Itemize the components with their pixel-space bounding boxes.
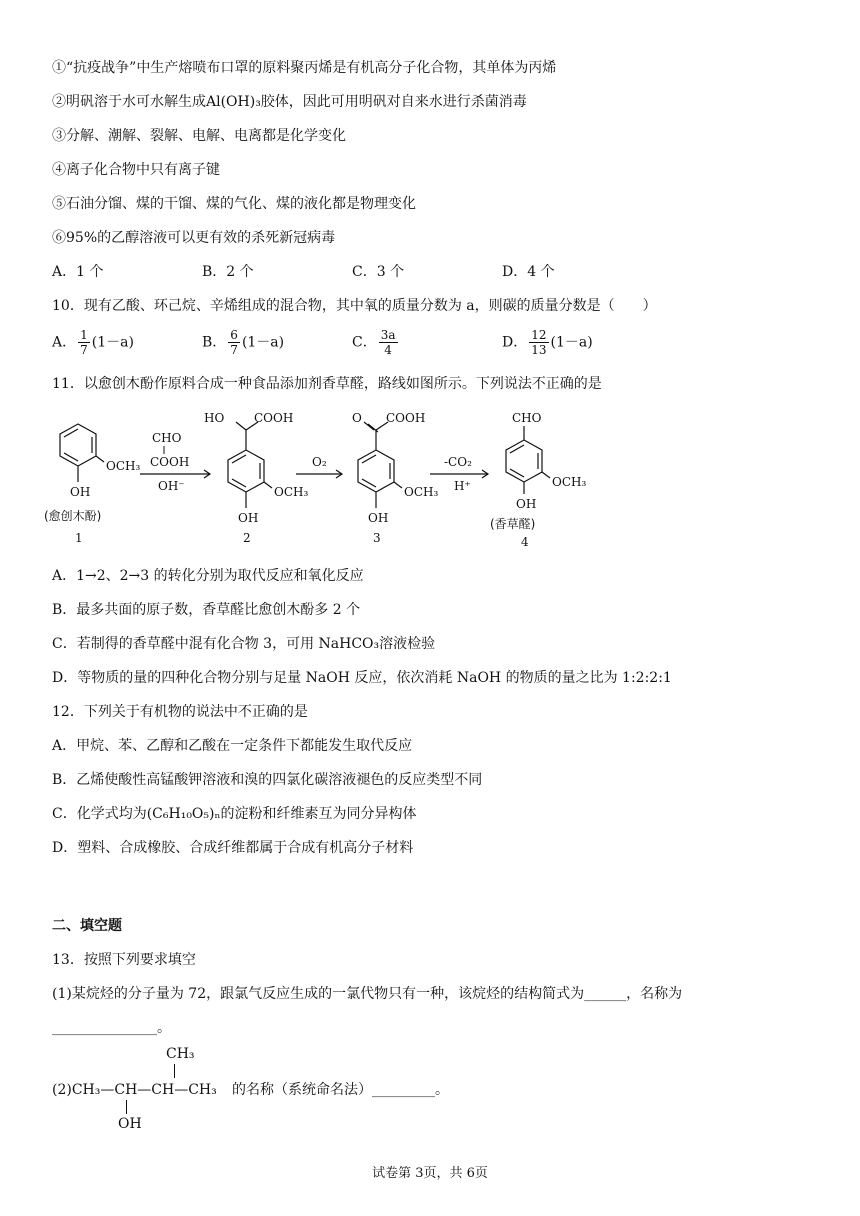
- q13-bond-up: [174, 1064, 175, 1078]
- q12-option-d[interactable]: D．塑料、合成橡胶、合成纤维都属于合成有机高分子材料: [52, 840, 414, 856]
- c4-substituent: OCH₃: [552, 475, 587, 489]
- r3-reagent-bottom: H⁺: [454, 479, 471, 493]
- q12-option-b[interactable]: B．乙烯使酸性高锰酸钾溶液和溴的四氯化碳溶液褪色的反应类型不同: [52, 772, 483, 788]
- c1-number: 1: [75, 531, 83, 545]
- fraction: [529, 328, 548, 357]
- q13-part2-formula: (2)CH₃—CH—CH—CH₃: [52, 1082, 217, 1098]
- reaction-scheme: [40, 404, 620, 554]
- q12-stem: 12．下列关于有机物的说法中不正确的是: [52, 704, 308, 720]
- c1-name: (愈创木酚): [44, 509, 102, 523]
- option-label: B．: [202, 334, 227, 351]
- option-tail: (1－a): [550, 334, 593, 351]
- c3-hydroxyl: OH: [368, 511, 389, 525]
- section-title: 二、填空题: [52, 918, 122, 934]
- q13-part2-suffix[interactable]: 的名称（系统命名法）_________。: [232, 1082, 449, 1098]
- c2-carboxyl: COOH: [254, 411, 294, 425]
- q12-option-a[interactable]: A．甲烷、苯、乙醇和乙酸在一定条件下都能发生取代反应: [52, 738, 413, 754]
- q10-option-d[interactable]: [502, 328, 593, 357]
- option-label: A．: [52, 334, 77, 351]
- option-tail: (1－a): [91, 334, 134, 351]
- statement-6: ⑥95%的乙醇溶液可以更有效的杀死新冠病毒: [52, 230, 336, 246]
- c4-aldehyde: CHO: [512, 411, 542, 425]
- c4-hydroxyl: OH: [516, 497, 537, 511]
- denominator: 7: [80, 343, 88, 357]
- fraction: [228, 328, 240, 357]
- denominator: 4: [384, 343, 392, 357]
- c3-number: 3: [373, 531, 381, 545]
- q10-option-a[interactable]: [52, 328, 134, 357]
- q11-stem: 11．以愈创木酚作原料合成一种食品添加剂香草醛，路线如图所示。下列说法不正确的是: [52, 376, 602, 392]
- c2-hydroxyl: OH: [238, 511, 259, 525]
- q11-option-a[interactable]: A．1→2、2→3 的转化分别为取代反应和氧化反应: [52, 568, 364, 584]
- statement-2: ②明矾溶于水可水解生成Al(OH)₃胶体，因此可用明矾对自来水进行杀菌消毒: [52, 94, 527, 110]
- q9-option-d[interactable]: D．4 个: [502, 264, 555, 280]
- q11-option-b[interactable]: B．最多共面的原子数，香草醛比愈创木酚多 2 个: [52, 602, 361, 618]
- q9-option-b[interactable]: B．2 个: [202, 264, 254, 280]
- r1-reagent-top2: COOH: [150, 455, 190, 469]
- page-footer: 试卷第 3页，共 6页: [372, 1166, 488, 1181]
- q10-option-b[interactable]: [202, 328, 284, 357]
- statement-1: ①“抗疫战争”中生产熔喷布口罩的原料聚丙烯是有机高分子化合物，其单体为丙烯: [52, 60, 557, 76]
- q13-methyl-branch: CH₃: [166, 1046, 195, 1062]
- statement-5: ⑤石油分馏、煤的干馏、煤的气化、煤的液化都是物理变化: [52, 196, 416, 212]
- fraction: [379, 328, 398, 357]
- denominator: 7: [230, 343, 238, 357]
- denominator: 13: [531, 343, 547, 357]
- r3-reagent-top: -CO₂: [444, 455, 472, 469]
- numerator: 1: [80, 328, 88, 342]
- q10-stem: 10．现有乙酸、环己烷、辛烯组成的混合物，其中氧的质量分数为 a，则碳的质量分数是（ ）: [52, 298, 657, 314]
- option-label: D．: [502, 334, 528, 351]
- q11-option-d[interactable]: D．等物质的量的四种化合物分别与足量 NaOH 反应，依次消耗 NaOH 的物质的量之比为 1:2:2:1: [52, 670, 672, 686]
- c2-substituent: OCH₃: [274, 485, 309, 499]
- c3-substituent: OCH₃: [404, 485, 439, 499]
- c4-name: (香草醛): [490, 517, 536, 531]
- c3-oxo: O: [352, 411, 362, 425]
- q12-option-c[interactable]: C．化学式均为(C₆H₁₀O₅)ₙ的淀粉和纤维素互为同分异构体: [52, 806, 417, 822]
- q9-option-c[interactable]: C．3 个: [352, 264, 405, 280]
- c1-substituent: OCH₃: [106, 459, 141, 473]
- q9-option-a[interactable]: A．1 个: [52, 264, 104, 280]
- q13-part1-blank[interactable]: _______________。: [52, 1020, 171, 1036]
- numerator: 12: [531, 328, 547, 342]
- statement-3: ③分解、潮解、裂解、电解、电离都是化学变化: [52, 128, 346, 144]
- numerator: 3a: [380, 328, 396, 342]
- statement-4: ④离子化合物中只有离子键: [52, 162, 220, 178]
- q13-bond-down: [126, 1100, 127, 1114]
- q13-part1: (1)某烷烃的分子量为 72，跟氯气反应生成的一氯代物只有一种，该烷烃的结构简式为______，名称为: [52, 986, 683, 1002]
- q13-stem: 13．按照下列要求填空: [52, 952, 196, 968]
- fraction: [78, 328, 90, 357]
- c4-number: 4: [521, 535, 529, 549]
- q13-hydroxyl-branch: OH: [118, 1116, 142, 1132]
- option-label: C．: [352, 334, 377, 351]
- q10-option-c[interactable]: [352, 328, 400, 357]
- c2-hydroxyl-top: HO: [204, 411, 225, 425]
- c3-carboxyl: COOH: [386, 411, 426, 425]
- r1-reagent-top1: CHO: [152, 431, 182, 445]
- c2-number: 2: [243, 531, 251, 545]
- r1-reagent-bottom: OH⁻: [158, 479, 185, 493]
- option-tail: (1－a): [241, 334, 285, 351]
- q11-option-c[interactable]: C．若制得的香草醛中混有化合物 3，可用 NaHCO₃溶液检验: [52, 636, 436, 652]
- r2-reagent: O₂: [312, 455, 327, 469]
- numerator: 6: [230, 328, 238, 342]
- c1-hydroxyl: OH: [70, 485, 91, 499]
